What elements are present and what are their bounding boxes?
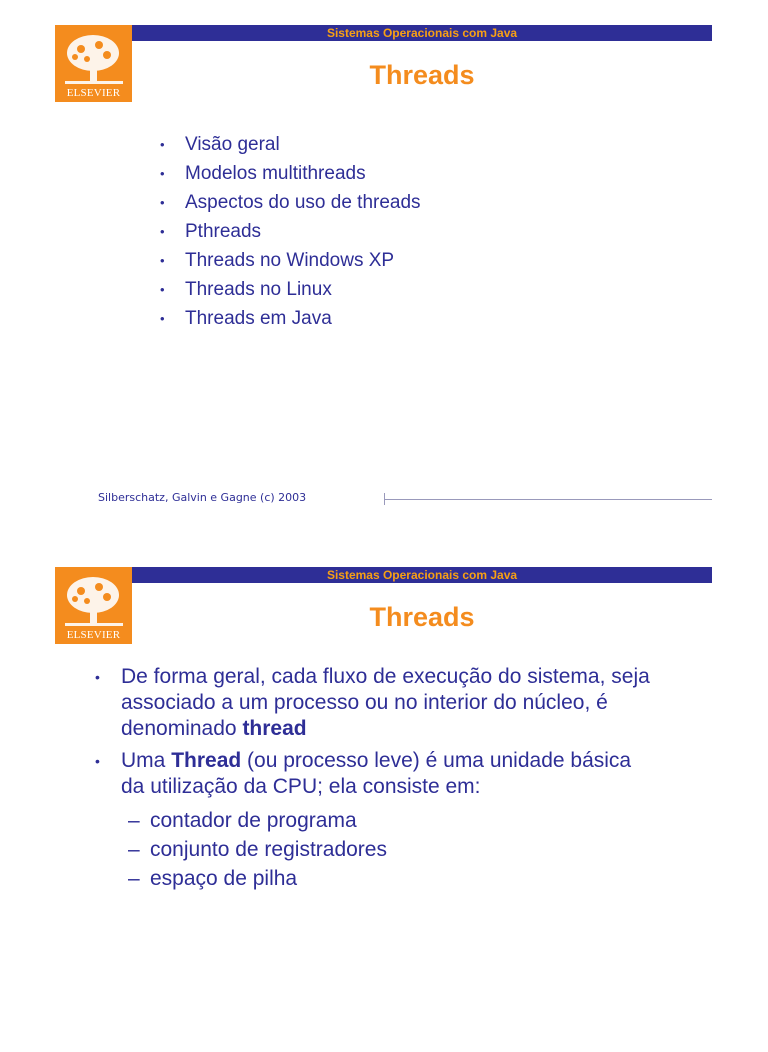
elsevier-logo (55, 25, 132, 102)
sub-list-item: – contador de programa (95, 806, 695, 835)
logo-text: ELSEVIER (66, 87, 121, 99)
slide-body (95, 664, 695, 893)
list-item: • Modelos multithreads (160, 159, 421, 188)
thread-bullet: • Uma Thread (ou processo leve) é uma unidade básica da utilização da CPU; ela consiste em: (95, 749, 632, 798)
sub-list-item: – espaço de pilha (95, 864, 695, 893)
elsevier-logo (55, 567, 132, 644)
list-item: • Aspectos do uso de threads (160, 188, 421, 217)
bullet-icon: • (160, 137, 165, 152)
bullet-icon: • (160, 282, 165, 297)
slide-title: Threads (369, 602, 475, 632)
course-banner: Sistemas Operacionais com Java (132, 25, 712, 41)
list-item: • Visão geral (160, 130, 421, 159)
slide-1 (0, 0, 768, 510)
logo-text: ELSEVIER (66, 629, 121, 641)
footer-credit: Silberschatz, Galvin e Gagne (c) 2003 (98, 491, 307, 504)
bullet-icon: • (160, 166, 165, 181)
topic-list (160, 130, 421, 333)
bullet-icon: • (160, 224, 165, 239)
list-item: • Pthreads (160, 217, 421, 246)
slide-title: Threads (369, 60, 475, 90)
list-item: • Threads no Linux (160, 275, 421, 304)
bullet-icon: • (95, 753, 100, 769)
definition-bullet: • De forma geral, cada fluxo de execução do sistema, seja associado a um processo ou no interior do núcleo, é denominado thread (95, 665, 650, 740)
bullet-icon: • (160, 195, 165, 210)
dash-icon: – (128, 809, 140, 832)
sub-list-item: – conjunto de registradores (95, 835, 695, 864)
bullet-icon: • (160, 253, 165, 268)
course-banner: Sistemas Operacionais com Java (132, 567, 712, 583)
list-item: • Threads em Java (160, 304, 421, 333)
list-item: • Threads no Windows XP (160, 246, 421, 275)
slide-2 (0, 542, 768, 1052)
dash-icon: – (128, 838, 140, 861)
dash-icon: – (128, 867, 140, 890)
footer-divider (384, 499, 712, 500)
bullet-icon: • (95, 669, 100, 685)
bullet-icon: • (160, 311, 165, 326)
